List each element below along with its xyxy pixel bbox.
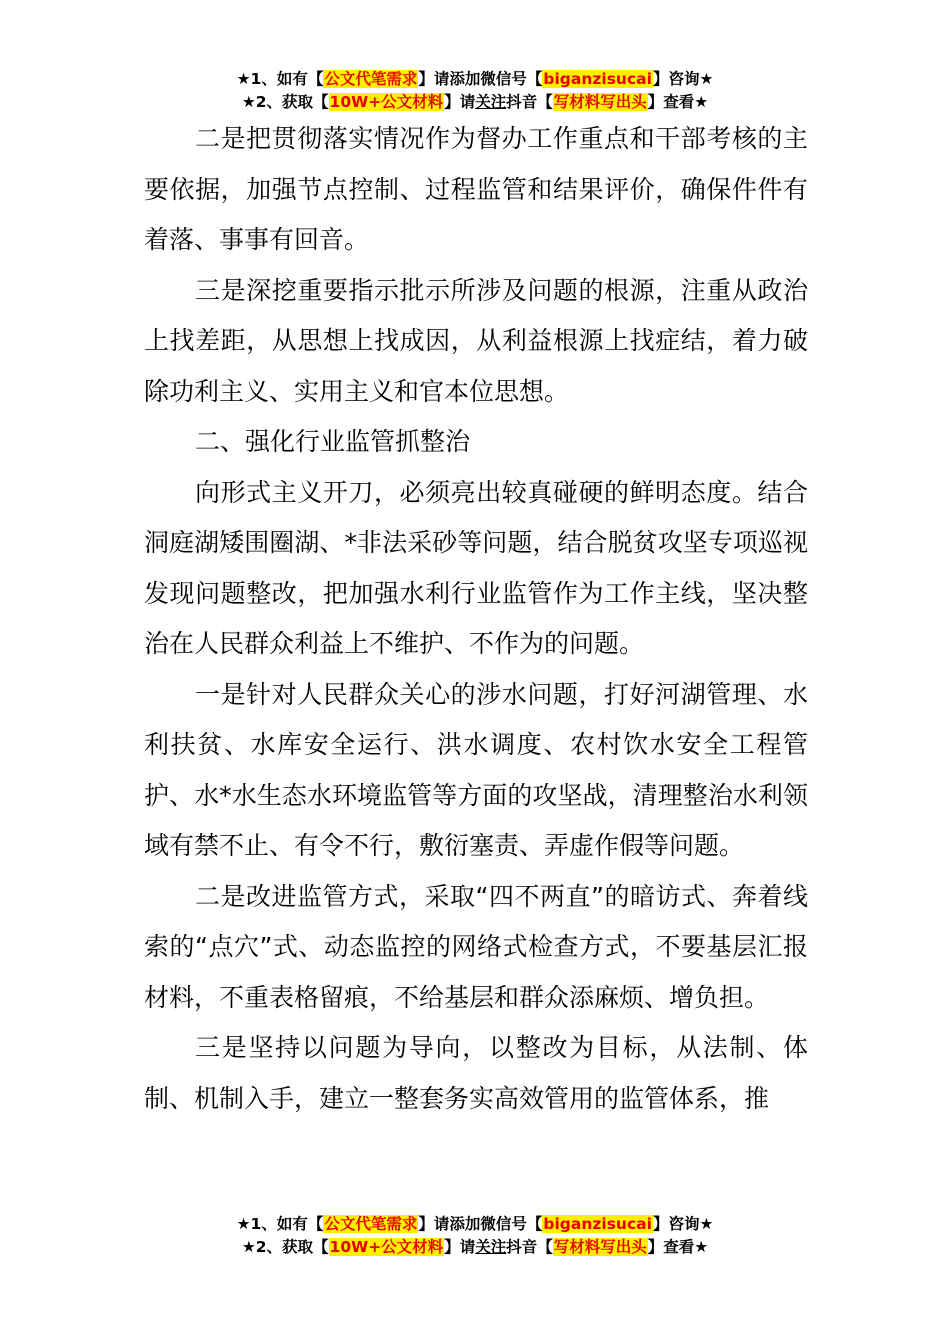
banner-text: ★2、获取【 (241, 1238, 329, 1256)
header-banner (0, 68, 950, 114)
banner-text: ★2、获取【 (241, 93, 329, 111)
douyin-account-link[interactable]: 写材料写出头 (553, 1238, 647, 1256)
banner-line-2 (0, 91, 950, 114)
banner-highlight-materials: 10W+公文材料 (329, 1238, 444, 1256)
banner-highlight-materials: 10W+公文材料 (329, 93, 444, 111)
banner-highlight-service: 公文代笔需求 (324, 70, 418, 88)
banner-text: 抖音【 (506, 93, 553, 111)
douyin-account-link[interactable]: 写材料写出头 (553, 93, 647, 111)
document-body (144, 114, 808, 1124)
banner-text: ★1、如有【 (236, 1215, 324, 1233)
banner-text: 】咨询★ (652, 1215, 714, 1233)
banner-text: 】查看★ (647, 1238, 709, 1256)
paragraph: 三是坚持以问题为导向，以整改为目标，从法制、体制、机制入手，建立一整套务实高效管用的监管体系，推 (144, 1033, 808, 1113)
banner-line-2 (0, 1236, 950, 1259)
section-heading: 二、强化行业监管抓整治 (195, 427, 471, 456)
paragraph: 一是针对人民群众关心的涉水问题，打好河湖管理、水利扶贫、水库安全运行、洪水调度、农村饮水安全工程管护、水*水生态水环境监管等方面的攻坚战，清理整治水利领域有禁不止、有令不行，敷衍塞责、弄虚作假等问题。 (144, 679, 808, 860)
banner-underlined-text: 关注 (475, 93, 507, 111)
banner-text: 】请 (444, 1238, 476, 1256)
paragraph: 三是深挖重要指示批示所涉及问题的根源，注重从政治上找差距，从思想上找成因，从利益根源上找症结，着力破除功利主义、实用主义和官本位思想。 (144, 275, 808, 406)
banner-highlight-service: 公文代笔需求 (324, 1215, 418, 1233)
banner-text: ★1、如有【 (236, 70, 324, 88)
banner-line-1 (0, 68, 950, 91)
banner-line-1 (0, 1213, 950, 1236)
wechat-id-link[interactable]: biganzisucai (543, 1215, 652, 1233)
banner-text: 】查看★ (647, 93, 709, 111)
paragraph: 二是把贯彻落实情况作为督办工作重点和干部考核的主要依据，加强节点控制、过程监管和结果评价，确保件件有着落、事事有回音。 (144, 124, 808, 254)
banner-text: 】请添加微信号【 (418, 1215, 543, 1233)
banner-text: 】咨询★ (652, 70, 714, 88)
banner-text: 】请添加微信号【 (418, 70, 543, 88)
wechat-id-link[interactable]: biganzisucai (543, 70, 652, 88)
banner-text: 抖音【 (506, 1238, 553, 1256)
footer-banner (0, 1213, 950, 1259)
paragraph: 二是改进监管方式，采取“四不两直”的暗访式、奔着线索的“点穴”式、动态监控的网络式检查方式，不要基层汇报材料，不重表格留痕，不给基层和群众添麻烦、增负担。 (144, 881, 808, 1012)
paragraph: 向形式主义开刀，必须亮出较真碰硬的鲜明态度。结合洞庭湖矮围圈湖、*非法采砂等问题，结合脱贫攻坚专项巡视发现问题整改，把加强水利行业监管作为工作主线，坚决整治在人民群众利益上不维护、不作为的问题。 (144, 477, 808, 658)
banner-underlined-text: 关注 (475, 1238, 507, 1256)
banner-text: 】请 (444, 93, 476, 111)
